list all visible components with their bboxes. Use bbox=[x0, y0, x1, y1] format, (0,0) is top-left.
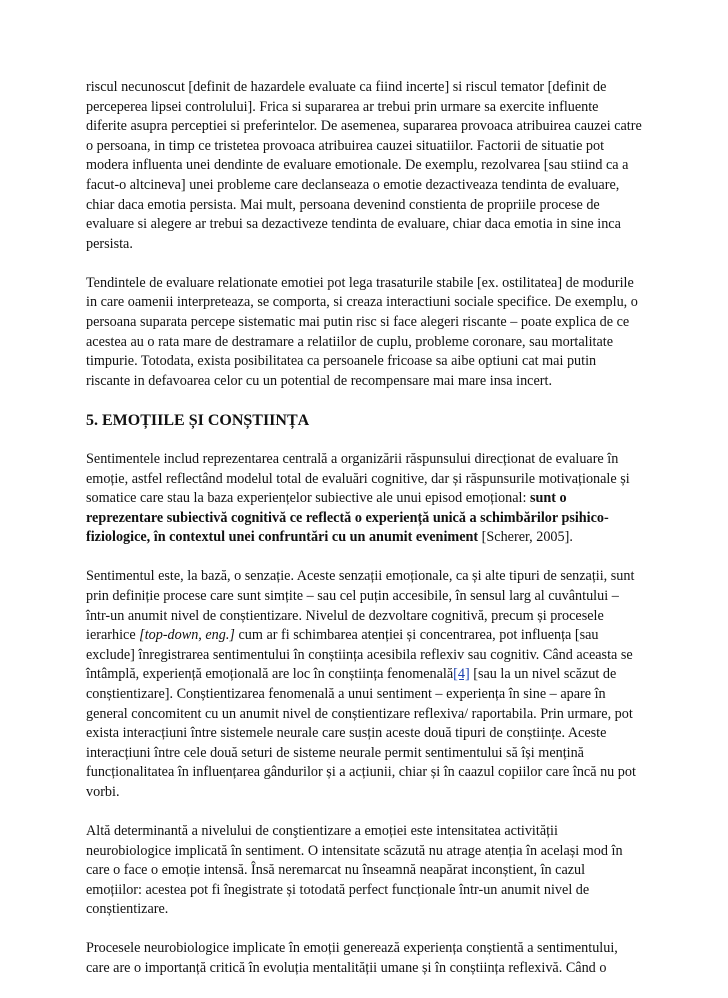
paragraph-sensation-text-a: Sentimentul este, la bază, o senzație. Aceste senzații emoționale, ca și alte tipuri de senzații, sunt prin definiție procese care sunt simțite – sau cel puțin accesibile, în sensul larg al cuvântului – într-un anumit nivel de conștientizare. Nivelul de dezvoltare cognitivă, precum și procesele ierarhice bbox=[86, 568, 635, 644]
paragraph-feelings-text: Sentimentele includ reprezentarea centrală a organizării răspunsului direcționat de evaluare în emoție, astfel reflectând modelul total de evaluări cognitive, dar și răspunsurile motivaționale și somatice care stau la baza experiențelor subiective ale unui episod emoțional: bbox=[86, 450, 630, 507]
paragraph-feelings-citation: [Scherer, 2005]. bbox=[478, 529, 573, 546]
document-page bbox=[86, 78, 642, 998]
paragraph-risk: riscul necunoscut [definit de hazardele evaluate ca fiind incerte] si riscul temator [definit de perceperea lipsei controlului]. Frica si supararea ar trebui prin urmare sa exercite influente diferite asupra perceptiei si preferintelor. De asemenea, supararea provoaca atribuirea cauzei catre o persoana, in timp ce tristetea provoaca atribuirea cauzei situatiilor. Factorii de situatie pot modera influenta unei dendinte de evaluare emotionale. De exemplu, rezolvarea [sau stiind ca a facut-o altcineva] unei probleme care declanseaza o emotie dezactiveaza tendinta de evaluare, chiar daca emotia persista. Mai mult, persoana devenind constienta de propriile procese de evaluare si alegere ar trebui sa dezactiveze tendinta de evaluare, chiar daca emotia in sine inca persista. bbox=[86, 79, 642, 252]
paragraph-sensation-italic: [top-down, eng.] bbox=[139, 627, 235, 644]
paragraph-intensity: Altă determinantă a nivelului de conştientizare a emoției este intensitatea activității neurobiologice implicată în sentiment. O intensitate scăzută nu atrage atenția în același mod în care o face o emoție intensă. Însă neremarcat nu înseamnă neapărat inconștient, în cazul emoțiilor: acestea pot fi înegistrate și totodată perfect funcționale într-un anumit nivel de conștientizare. bbox=[86, 823, 623, 918]
section-heading: 5. EMOȚIILE ȘI CONȘTIINȚA bbox=[86, 411, 310, 429]
footnote-link[interactable]: [4] bbox=[453, 666, 470, 683]
paragraph-sensation-text-b: cum ar fi schimbarea atenției și concentrarea, pot influența [sau exclude] înregistrarea sentimentului în conștiința acesibila reflexiv sau cognitiv. Când aceasta se întâmplă, experiență emoțională are loc în conștiința fenomenală bbox=[86, 627, 633, 683]
paragraph-sensation bbox=[86, 567, 642, 802]
paragraph-feelings bbox=[86, 450, 642, 548]
paragraph-feelings-bold: sunt o reprezentare subiectivă cognitivă ce reflectă o experiență unică a schimbărilor psihico-fiziologice, în contextul unei confruntări cu un anumit eveniment bbox=[86, 490, 609, 546]
paragraph-neurobiology: Procesele neurobiologice implicate în emoții generează experiența conștientă a sentimentului, care are o importanță critică în evoluția mentalității umane și în conștiința reflexivă. Când o bbox=[86, 940, 618, 977]
paragraph-sensation-text-c: [sau la un nivel scăzut de conștientizare]. Conștientizarea fenomenală a unui sentiment – experiența în sine – apare în general concomitent cu un anumit nivel de conștientizare reflexiva/ raportabila. Prin urmare, pot exista interacțiuni între sistemele neurale care susțin aceste două tipuri de conștiințe. Aceste interacțiuni între cele două seturi de sisteme neurale permit sentimentului să își mențină funcționalitatea în influențarea gândurilor și a acțiunii, chiar și în caazul copiilor care încă nu pot vorbi. bbox=[86, 666, 636, 800]
paragraph-appraisal-tendencies: Tendintele de evaluare relationate emotiei pot lega trasaturile stabile [ex. ostilitatea] de modurile in care oamenii interpreteaza, se comporta, si creaza interactiuni sociale specifice. De exemplu, o persoana suparata percepe sistematic mai putin risc si face alegeri riscante – poate explica de ce acestea au o rata mare de destramare a relatiilor de cuplu, probleme coronare, sau mortalitate timpurie. Totodata, exista posibilitatea ca persoanele fricoase sa aibe optiuni cat mai putin riscante in defavoarea celor cu un potential de recompensare mai mare insa incert. bbox=[86, 274, 638, 389]
